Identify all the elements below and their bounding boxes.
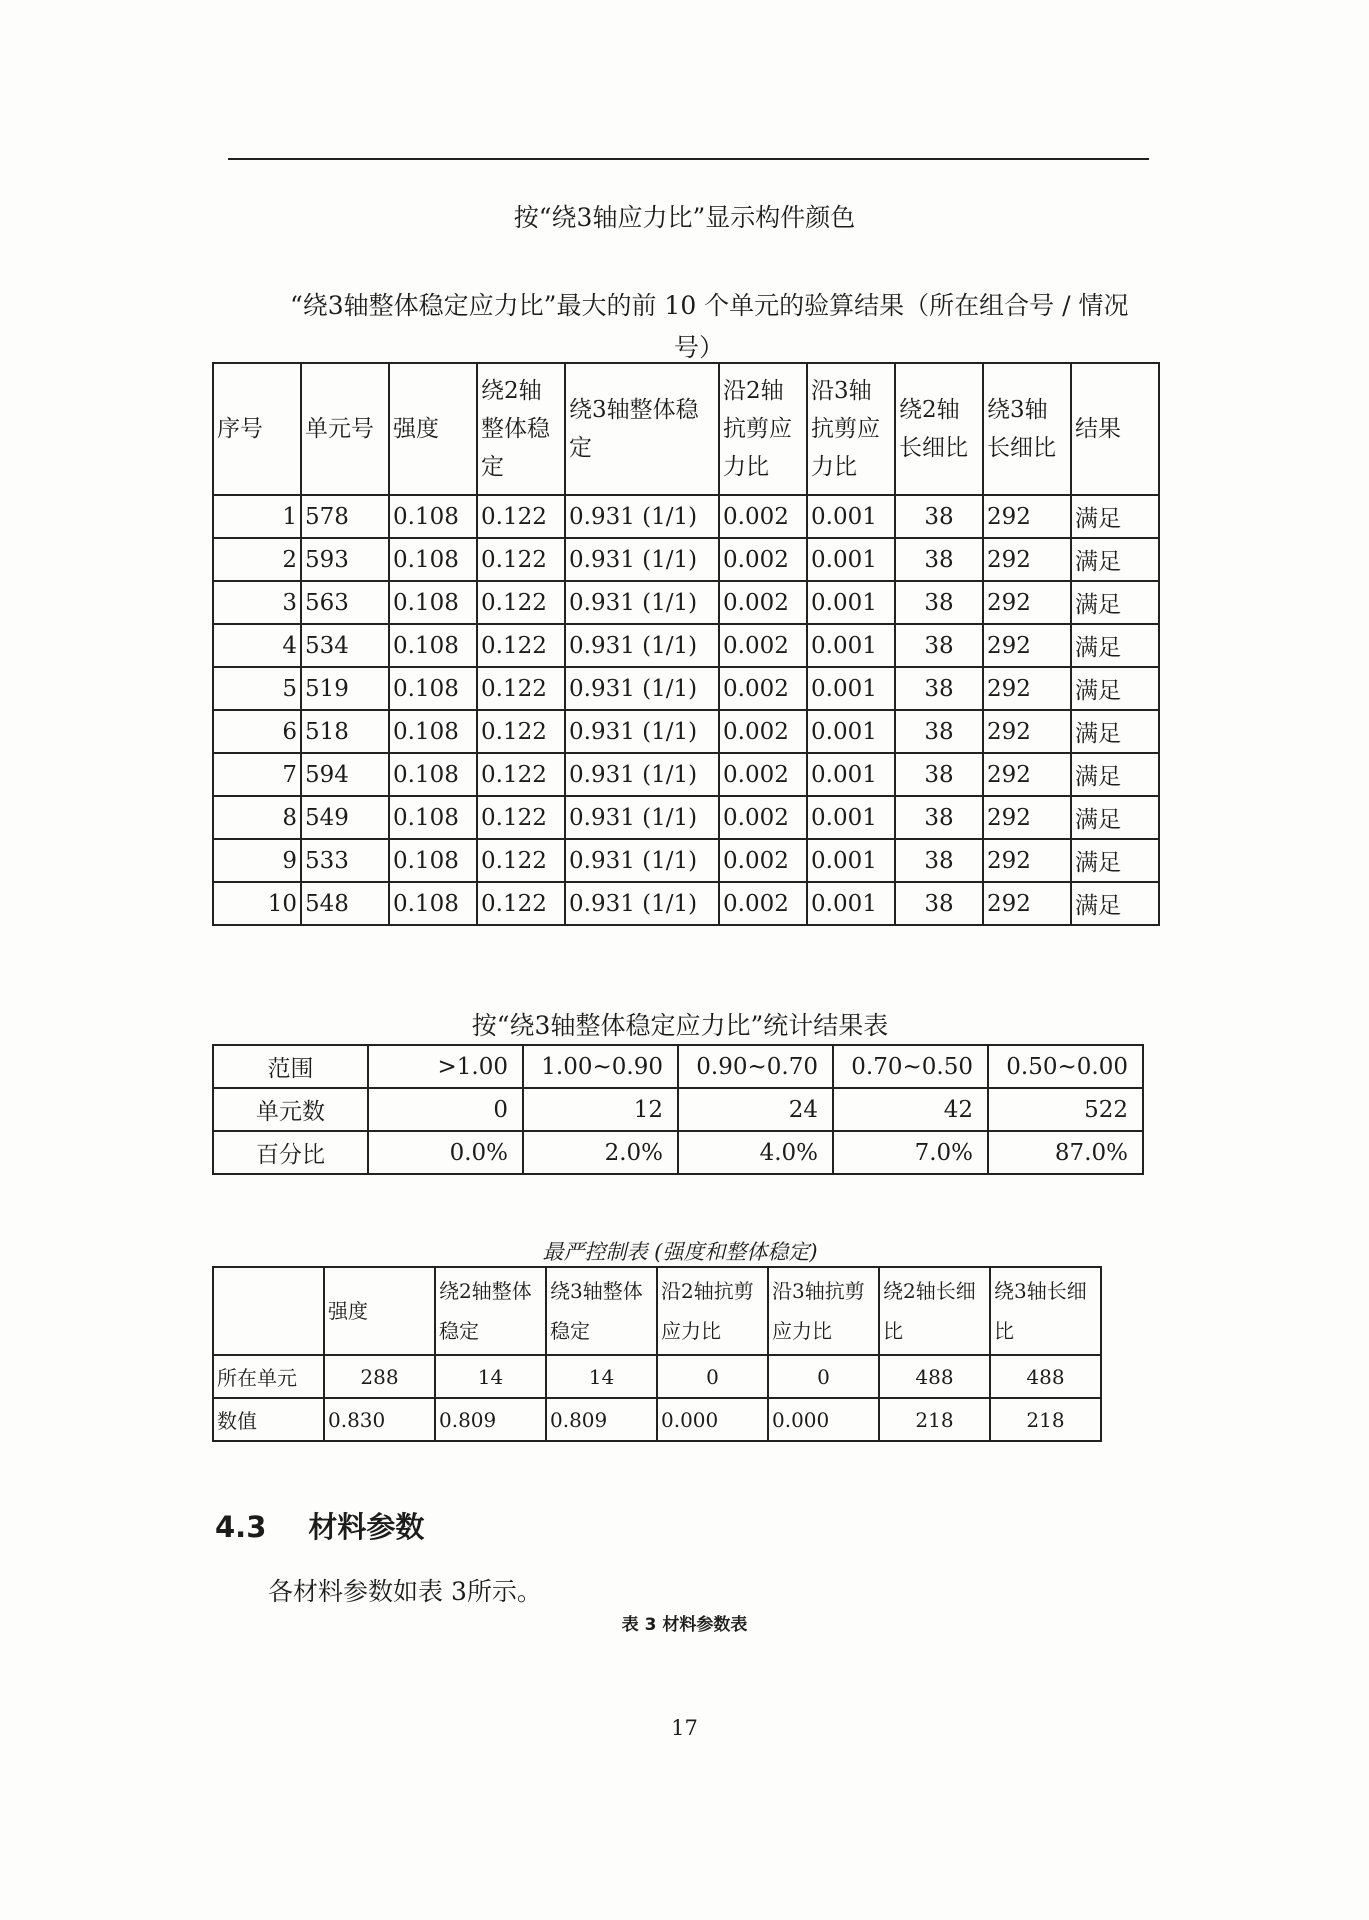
- table-cell: 0.108: [389, 624, 477, 667]
- table-cell: 0.122: [477, 667, 565, 710]
- table-cell: 0.108: [389, 581, 477, 624]
- header-cell: 绕2轴长细比: [895, 363, 983, 495]
- table-cell: 0.001: [807, 624, 895, 667]
- table-cell: 0.001: [807, 882, 895, 925]
- table-cell: 满足: [1071, 495, 1159, 538]
- row-label-cell: 单元数: [213, 1088, 368, 1131]
- table-cell: 0.931 (1/1): [565, 581, 719, 624]
- table-cell: 292: [983, 581, 1071, 624]
- table-cell: 0.002: [719, 581, 807, 624]
- table-cell: 42: [833, 1088, 988, 1131]
- header-cell: 沿3轴抗剪应力比: [768, 1267, 879, 1355]
- table-cell: 0.001: [807, 796, 895, 839]
- table-cell: 578: [301, 495, 389, 538]
- table-cell: 533: [301, 839, 389, 882]
- header-cell: 沿2轴抗剪应力比: [719, 363, 807, 495]
- table-cell: 38: [895, 581, 983, 624]
- table-cell: 38: [895, 753, 983, 796]
- table-cell: 8: [213, 796, 301, 839]
- table-cell: 14: [546, 1355, 657, 1398]
- table-header-row: [213, 1267, 1101, 1355]
- table-cell: 38: [895, 710, 983, 753]
- table-cell: 0.122: [477, 796, 565, 839]
- section-number: 4.3: [215, 1510, 267, 1544]
- table-cell: 0.122: [477, 581, 565, 624]
- table-cell: 满足: [1071, 710, 1159, 753]
- table-row: [213, 796, 1159, 839]
- stats-table: [212, 1044, 1144, 1175]
- header-cell: 序号: [213, 363, 301, 495]
- table-cell: 548: [301, 882, 389, 925]
- table-cell: 38: [895, 839, 983, 882]
- table-row: [213, 1045, 1143, 1088]
- table-cell: 292: [983, 753, 1071, 796]
- header-cell: 绕3轴整体稳定: [565, 363, 719, 495]
- table-cell: 0.108: [389, 667, 477, 710]
- table-cell: 0.001: [807, 495, 895, 538]
- table-cell: 0.809: [546, 1398, 657, 1441]
- control-table: [212, 1266, 1102, 1442]
- table-cell: 12: [523, 1088, 678, 1131]
- table-cell: 4: [213, 624, 301, 667]
- header-cell: [213, 1267, 324, 1355]
- header-cell: 绕2轴整体稳定: [435, 1267, 546, 1355]
- table-cell: 218: [990, 1398, 1101, 1441]
- table-cell: 0.122: [477, 495, 565, 538]
- table-cell: 563: [301, 581, 389, 624]
- table-cell: 5: [213, 667, 301, 710]
- table-cell: 0.108: [389, 710, 477, 753]
- table-cell: 0.108: [389, 882, 477, 925]
- control-caption: 最严控制表 (强度和整体稳定): [542, 1240, 818, 1264]
- header-cell: 结果: [1071, 363, 1159, 495]
- table-row: [213, 710, 1159, 753]
- table-cell: 0.830: [324, 1398, 435, 1441]
- table-cell: 满足: [1071, 796, 1159, 839]
- table-cell: 6: [213, 710, 301, 753]
- header-cell: 单元号: [301, 363, 389, 495]
- table-row: [213, 1398, 1101, 1441]
- table-cell: 0.0%: [368, 1131, 523, 1174]
- table-cell: 0.931 (1/1): [565, 753, 719, 796]
- table-cell: 0.931 (1/1): [565, 495, 719, 538]
- table-cell: 38: [895, 882, 983, 925]
- top10-caption: [290, 285, 1190, 369]
- table-cell: 549: [301, 796, 389, 839]
- table-cell: 488: [990, 1355, 1101, 1398]
- table-row: [213, 839, 1159, 882]
- table-cell: 38: [895, 495, 983, 538]
- table-cell: 0: [368, 1088, 523, 1131]
- table-cell: 24: [678, 1088, 833, 1131]
- table-cell: 0.001: [807, 753, 895, 796]
- table-row: [213, 1131, 1143, 1174]
- table-cell: 0.001: [807, 667, 895, 710]
- table-row: [213, 882, 1159, 925]
- table-cell: 518: [301, 710, 389, 753]
- table-cell: 1: [213, 495, 301, 538]
- header-cell: 绕2轴整体稳定: [477, 363, 565, 495]
- table-cell: 218: [879, 1398, 990, 1441]
- table-cell: 0.90~0.70: [678, 1045, 833, 1088]
- table-cell: 0.122: [477, 624, 565, 667]
- row-label-cell: 范围: [213, 1045, 368, 1088]
- table-cell: 0.931 (1/1): [565, 839, 719, 882]
- table-cell: 2: [213, 538, 301, 581]
- table-row: [213, 667, 1159, 710]
- table-cell: 0.108: [389, 495, 477, 538]
- table-cell: 292: [983, 624, 1071, 667]
- table-cell: 满足: [1071, 882, 1159, 925]
- table-cell: 38: [895, 624, 983, 667]
- stats-caption: 按“绕3轴整体稳定应力比”统计结果表: [471, 1011, 889, 1040]
- top10-results-table: [212, 362, 1160, 926]
- table-cell: 0.108: [389, 839, 477, 882]
- table-cell: 292: [983, 882, 1071, 925]
- table-cell: 1.00~0.90: [523, 1045, 678, 1088]
- table-cell: 0.001: [807, 538, 895, 581]
- table-cell: 522: [988, 1088, 1143, 1131]
- table-cell: 38: [895, 667, 983, 710]
- header-cell: 强度: [324, 1267, 435, 1355]
- table-cell: 满足: [1071, 538, 1159, 581]
- table-cell: 288: [324, 1355, 435, 1398]
- table-cell: 519: [301, 667, 389, 710]
- body-paragraph: 各材料参数如表 3所示。: [268, 1577, 542, 1606]
- row-label-cell: 所在单元: [213, 1355, 324, 1398]
- table-cell: 0.122: [477, 538, 565, 581]
- table-cell: 0.002: [719, 495, 807, 538]
- table-cell: 292: [983, 667, 1071, 710]
- table-cell: 292: [983, 710, 1071, 753]
- table-cell: 0.122: [477, 710, 565, 753]
- table-cell: 488: [879, 1355, 990, 1398]
- color-caption: 按“绕3轴应力比”显示构件颜色: [513, 203, 856, 232]
- table-cell: 满足: [1071, 839, 1159, 882]
- table-cell: 594: [301, 753, 389, 796]
- row-label-cell: 数值: [213, 1398, 324, 1441]
- table-cell: 87.0%: [988, 1131, 1143, 1174]
- table-cell: 0.122: [477, 882, 565, 925]
- table-cell: 0.000: [768, 1398, 879, 1441]
- header-cell: 绕3轴长细比: [990, 1267, 1101, 1355]
- table-cell: 0.50~0.00: [988, 1045, 1143, 1088]
- table-cell: 0: [657, 1355, 768, 1398]
- header-cell: 沿3轴抗剪应力比: [807, 363, 895, 495]
- table-cell: 534: [301, 624, 389, 667]
- table-cell: 7: [213, 753, 301, 796]
- table-cell: 0.002: [719, 624, 807, 667]
- table-cell: 0.108: [389, 753, 477, 796]
- table-row: [213, 581, 1159, 624]
- table-cell: 0.931 (1/1): [565, 882, 719, 925]
- header-cell: 绕2轴长细比: [879, 1267, 990, 1355]
- table-cell: 292: [983, 839, 1071, 882]
- table-cell: 0.122: [477, 753, 565, 796]
- table-cell: 7.0%: [833, 1131, 988, 1174]
- table-cell: 0.002: [719, 839, 807, 882]
- table-cell: 38: [895, 796, 983, 839]
- table-cell: 0.002: [719, 667, 807, 710]
- table-row: [213, 538, 1159, 581]
- table-cell: >1.00: [368, 1045, 523, 1088]
- table-cell: 0.002: [719, 710, 807, 753]
- table-cell: 0.70~0.50: [833, 1045, 988, 1088]
- table-row: [213, 495, 1159, 538]
- table-cell: 0.809: [435, 1398, 546, 1441]
- header-cell: 强度: [389, 363, 477, 495]
- table-cell: 10: [213, 882, 301, 925]
- row-label-cell: 百分比: [213, 1131, 368, 1174]
- table-cell: 0.001: [807, 581, 895, 624]
- table-cell: 0.002: [719, 538, 807, 581]
- table-cell: 14: [435, 1355, 546, 1398]
- table-cell: 292: [983, 796, 1071, 839]
- table-cell: 2.0%: [523, 1131, 678, 1174]
- section-heading: [215, 1505, 424, 1546]
- header-rule: [228, 158, 1149, 160]
- table-cell: 292: [983, 495, 1071, 538]
- page-number: 17: [671, 1716, 698, 1740]
- table-cell: 0.108: [389, 796, 477, 839]
- table-cell: 0.002: [719, 796, 807, 839]
- table-cell: 0.001: [807, 710, 895, 753]
- table-cell: 593: [301, 538, 389, 581]
- table-cell: 3: [213, 581, 301, 624]
- table-row: [213, 753, 1159, 796]
- table-cell: 0.931 (1/1): [565, 710, 719, 753]
- table-cell: 9: [213, 839, 301, 882]
- table-header-row: [213, 363, 1159, 495]
- section-title: 材料参数: [308, 1510, 425, 1544]
- header-cell: 绕3轴整体稳定: [546, 1267, 657, 1355]
- table-cell: 满足: [1071, 667, 1159, 710]
- table-cell: 0.931 (1/1): [565, 667, 719, 710]
- table-cell: 满足: [1071, 624, 1159, 667]
- header-cell: 绕3轴长细比: [983, 363, 1071, 495]
- table-cell: 0.931 (1/1): [565, 796, 719, 839]
- table-cell: 0.108: [389, 538, 477, 581]
- table-cell: 0.122: [477, 839, 565, 882]
- table-cell: 满足: [1071, 581, 1159, 624]
- table-cell: 0.001: [807, 839, 895, 882]
- table-cell: 满足: [1071, 753, 1159, 796]
- table-cell: 0.931 (1/1): [565, 538, 719, 581]
- table-row: [213, 1355, 1101, 1398]
- table-cell: 0.002: [719, 882, 807, 925]
- table-cell: 0.931 (1/1): [565, 624, 719, 667]
- table3-caption: 表 3 材料参数表: [621, 1615, 748, 1635]
- table-row: [213, 1088, 1143, 1131]
- table-cell: 0: [768, 1355, 879, 1398]
- table-row: [213, 624, 1159, 667]
- header-cell: 沿2轴抗剪应力比: [657, 1267, 768, 1355]
- table-cell: 0.002: [719, 753, 807, 796]
- table-cell: 4.0%: [678, 1131, 833, 1174]
- table-cell: 0.000: [657, 1398, 768, 1441]
- table-cell: 292: [983, 538, 1071, 581]
- table-cell: 38: [895, 538, 983, 581]
- top10-caption-line2: 号）: [674, 333, 725, 362]
- top10-caption-line1: “绕3轴整体稳定应力比”最大的前 10 个单元的验算结果（所在组合号 / 情况: [290, 291, 1129, 320]
